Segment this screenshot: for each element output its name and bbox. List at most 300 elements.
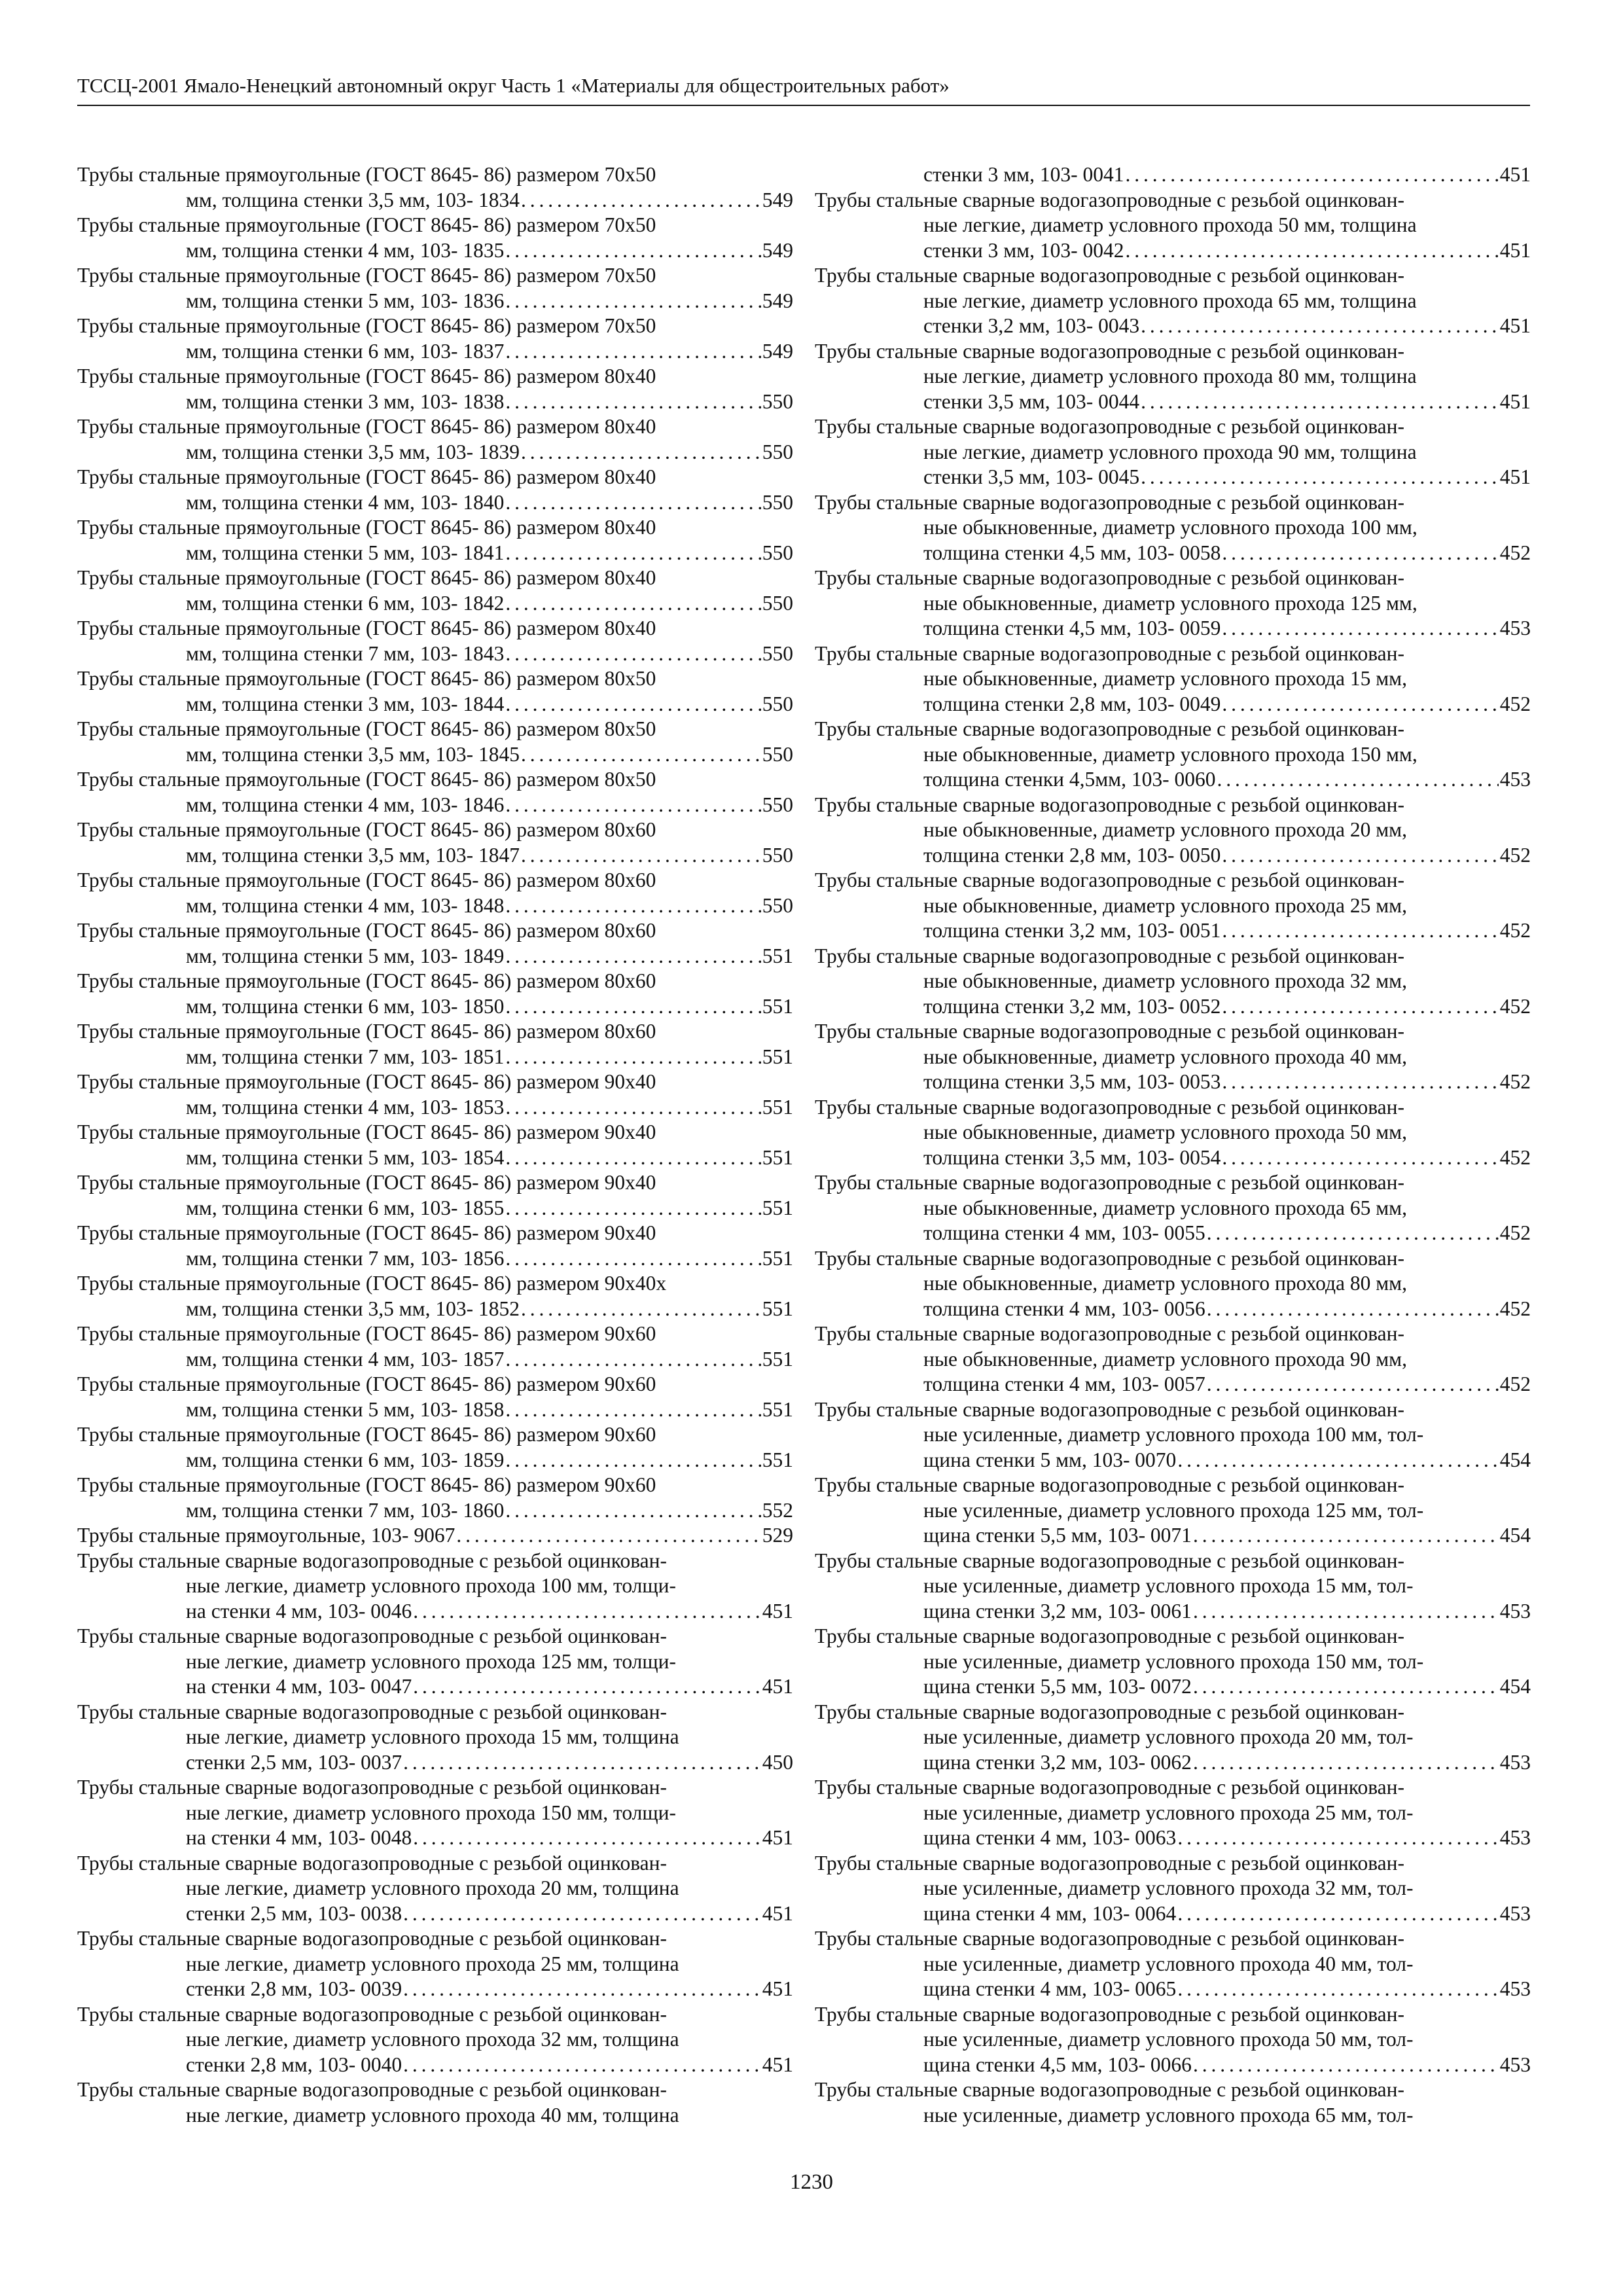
- entry-page-ref: 550: [762, 541, 793, 564]
- entry-first-line: Трубы стальные сварные водогазопроводные с резьбой оцинкован-: [815, 1927, 1404, 1950]
- entry-leader-line: [77, 1045, 793, 1070]
- entry-first-line: Трубы стальные прямоугольные (ГОСТ 8645- 86) размером 80x40: [77, 465, 656, 488]
- entry-continuation-line: ные легкие, диаметр условного прохода 100 мм, толщи-: [186, 1574, 676, 1597]
- dot-leader: [505, 1045, 760, 1070]
- entry-text: стенки 2,5 мм, 103- 0037: [186, 1750, 402, 1774]
- entry-continuation-line: ные обыкновенные, диаметр условного прохода 65 мм,: [923, 1196, 1407, 1219]
- index-entry: [77, 1523, 793, 1549]
- dot-leader: [505, 994, 760, 1020]
- entry-text: стенки 2,5 мм, 103- 0038: [186, 1901, 402, 1925]
- index-entry: [815, 490, 1531, 566]
- entry-text: толщина стенки 3,2 мм, 103- 0052: [923, 994, 1221, 1018]
- entry-continuation-line: ные обыкновенные, диаметр условного прохода 100 мм,: [923, 516, 1418, 539]
- entry-continuation-line: ные легкие, диаметр условного прохода 90 мм, толщина: [923, 440, 1417, 463]
- entry-page-ref: 450: [762, 1750, 793, 1774]
- index-entry: [77, 515, 793, 565]
- index-entry: [815, 1851, 1531, 1927]
- index-entry: [77, 868, 793, 918]
- dot-leader: [1222, 843, 1498, 869]
- entry-text: мм, толщина стенки 4 мм, 103- 1840: [186, 490, 505, 514]
- entry-page-ref: 451: [762, 1826, 793, 1849]
- dot-leader: [521, 843, 761, 869]
- entry-text: щина стенки 4 мм, 103- 0064: [923, 1901, 1177, 1925]
- index-entry: [815, 1549, 1531, 1624]
- entry-leader-line: [815, 1750, 1531, 1776]
- entry-continuation-line: ные усиленные, диаметр условного прохода 125 мм, тол-: [923, 1498, 1424, 1522]
- entry-first-line: Трубы стальные сварные водогазопроводные с резьбой оцинкован-: [815, 793, 1404, 816]
- entry-text: стенки 2,8 мм, 103- 0040: [186, 2053, 402, 2076]
- dot-leader: [505, 641, 760, 667]
- entry-continuation-line: ные легкие, диаметр условного прохода 65 мм, толщина: [923, 289, 1417, 312]
- entry-leader-line: [77, 1196, 793, 1221]
- index-entry: [815, 868, 1531, 944]
- dot-leader: [1193, 1674, 1499, 1700]
- index-entry: [77, 364, 793, 414]
- entry-page-ref: 550: [762, 591, 793, 615]
- dot-leader: [413, 1825, 761, 1851]
- entry-leader-line: [815, 238, 1531, 264]
- entry-first-line: Трубы стальные сварные водогазопроводные с резьбой оцинкован-: [77, 1927, 667, 1950]
- index-entry: [815, 641, 1531, 717]
- entry-leader-line: [77, 339, 793, 365]
- index-entry: [77, 1775, 793, 1851]
- entry-page-ref: 453: [1499, 617, 1531, 639]
- entry-leader-line: [77, 1523, 793, 1549]
- entry-page-ref: 529: [762, 1524, 793, 1547]
- entry-continuation-line: ные обыкновенные, диаметр условного прохода 50 мм,: [923, 1121, 1407, 1143]
- entry-first-line: Трубы стальные сварные водогазопроводные с резьбой оцинкован-: [815, 1624, 1404, 1647]
- entry-first-line: Трубы стальные сварные водогазопроводные с резьбой оцинкован-: [77, 2078, 667, 2101]
- entry-text: мм, толщина стенки 4 мм, 103- 1835: [186, 238, 505, 262]
- index-entry: [77, 1170, 793, 1221]
- entry-text: толщина стенки 4 мм, 103- 0056: [923, 1297, 1205, 1320]
- entry-page-ref: 454: [1499, 1448, 1531, 1471]
- index-entry: [77, 1120, 793, 1170]
- dot-leader: [1177, 1977, 1498, 2002]
- entry-page-ref: 451: [762, 2053, 793, 2076]
- entry-first-line: Трубы стальные прямоугольные (ГОСТ 8645- 86) размером 90x60: [77, 1473, 656, 1496]
- entry-leader-line: [815, 541, 1531, 566]
- entry-leader-line: [77, 793, 793, 818]
- index-entry: [815, 1473, 1531, 1549]
- index-entry: [815, 793, 1531, 869]
- entry-text: мм, толщина стенки 6 мм, 103- 1850: [186, 994, 505, 1018]
- entry-page-ref: 451: [762, 1901, 793, 1925]
- entry-page-ref: 452: [1499, 1372, 1531, 1395]
- entry-page-ref: 453: [1499, 768, 1531, 791]
- dot-leader: [1207, 1372, 1499, 1397]
- dot-leader: [505, 1145, 760, 1171]
- dot-leader: [505, 339, 760, 365]
- entry-text: толщина стенки 4 мм, 103- 0057: [923, 1372, 1205, 1395]
- entry-text: на стенки 4 мм, 103- 0047: [186, 1675, 412, 1698]
- dot-leader: [505, 1448, 760, 1473]
- entry-continuation-line: ные усиленные, диаметр условного прохода 40 мм, тол-: [923, 1952, 1414, 1975]
- entry-text: толщина стенки 3,5 мм, 103- 0053: [923, 1070, 1221, 1093]
- entry-text: мм, толщина стенки 3 мм, 103- 1844: [186, 692, 505, 715]
- index-entry: [77, 616, 793, 666]
- header-divider: [77, 105, 1530, 106]
- dot-leader: [1222, 1145, 1498, 1171]
- entry-page-ref: 453: [1499, 2053, 1531, 2076]
- entry-first-line: Трубы стальные прямоугольные (ГОСТ 8645- 86) размером 70x50: [77, 314, 656, 337]
- entry-first-line: Трубы стальные прямоугольные (ГОСТ 8645- 86) размером 90x40x: [77, 1272, 667, 1295]
- entry-leader-line: [77, 1825, 793, 1851]
- entry-page-ref: 451: [1499, 389, 1531, 413]
- entry-first-line: Трубы стальные прямоугольные (ГОСТ 8645- 86) размером 70x50: [77, 163, 656, 186]
- entry-leader-line: [77, 389, 793, 415]
- entry-page-ref: 550: [762, 440, 793, 463]
- entry-leader-line: [77, 490, 793, 516]
- index-entry: [77, 1321, 793, 1372]
- index-entry: [77, 1422, 793, 1473]
- entry-continuation-line: ные обыкновенные, диаметр условного прохода 20 мм,: [923, 818, 1407, 841]
- entry-text: Трубы стальные прямоугольные, 103- 9067: [77, 1524, 455, 1547]
- index-entry: [77, 1700, 793, 1776]
- entry-continuation-line: ные легкие, диаметр условного прохода 15 мм, толщина: [186, 1725, 679, 1748]
- entry-first-line: Трубы стальные сварные водогазопроводные с резьбой оцинкован-: [815, 1549, 1404, 1572]
- index-entry: [815, 414, 1531, 490]
- entry-first-line: Трубы стальные сварные водогазопроводные с резьбой оцинкован-: [815, 944, 1404, 967]
- entry-first-line: Трубы стальные прямоугольные (ГОСТ 8645- 86) размером 80x50: [77, 768, 656, 791]
- dot-leader: [521, 1297, 761, 1322]
- entry-page-ref: 451: [1499, 465, 1531, 488]
- entry-text: стенки 2,8 мм, 103- 0039: [186, 1977, 402, 2000]
- entry-text: мм, толщина стенки 7 мм, 103- 1851: [186, 1045, 505, 1068]
- entry-page-ref: 552: [762, 1498, 793, 1522]
- entry-leader-line: [77, 944, 793, 969]
- entry-leader-line: [77, 1901, 793, 1927]
- entry-first-line: Трубы стальные сварные водогазопроводные с резьбой оцинкован-: [815, 490, 1404, 514]
- entry-text: щина стенки 3,2 мм, 103- 0062: [923, 1750, 1192, 1774]
- index-entry: [815, 717, 1531, 793]
- entry-page-ref: 451: [762, 1599, 793, 1623]
- dot-leader: [505, 389, 760, 415]
- entry-text: мм, толщина стенки 5 мм, 103- 1858: [186, 1397, 505, 1421]
- entry-text: толщина стенки 4 мм, 103- 0055: [923, 1221, 1205, 1244]
- entry-page-ref: 550: [762, 389, 793, 413]
- entry-text: толщина стенки 2,8 мм, 103- 0049: [923, 692, 1221, 715]
- entry-leader-line: [815, 1523, 1531, 1549]
- dot-leader: [1222, 692, 1498, 717]
- dot-leader: [1193, 1750, 1499, 1776]
- dot-leader: [1217, 767, 1498, 793]
- entry-page-ref: 451: [1499, 314, 1531, 337]
- index-entry: [815, 2077, 1531, 2128]
- entry-leader-line: [815, 616, 1531, 641]
- dot-leader: [1207, 1221, 1499, 1246]
- entry-page-ref: 551: [762, 1045, 793, 1068]
- entry-page-ref: 549: [762, 188, 793, 211]
- entry-text: толщина стенки 3,2 мм, 103- 0051: [923, 919, 1221, 942]
- entry-continuation-line: ные обыкновенные, диаметр условного прохода 40 мм,: [923, 1045, 1407, 1068]
- entry-first-line: Трубы стальные прямоугольные (ГОСТ 8645- 86) размером 70x50: [77, 264, 656, 287]
- dot-leader: [505, 1397, 760, 1423]
- dot-leader: [403, 1750, 761, 1776]
- entry-leader-line: [815, 918, 1531, 944]
- entry-first-line: Трубы стальные сварные водогазопроводные с резьбой оцинкован-: [815, 1473, 1404, 1496]
- entry-page-ref: 551: [762, 1246, 793, 1270]
- entry-text: стенки 3,2 мм, 103- 0043: [923, 314, 1140, 337]
- entry-first-line: Трубы стальные прямоугольные (ГОСТ 8645- 86) размером 90x60: [77, 1322, 656, 1345]
- entry-page-ref: 550: [762, 641, 793, 665]
- dot-leader: [505, 1095, 760, 1121]
- entry-text: мм, толщина стенки 3 мм, 103- 1838: [186, 389, 505, 413]
- entry-text: стенки 3,5 мм, 103- 0044: [923, 389, 1140, 413]
- entry-continuation-line: ные усиленные, диаметр условного прохода 65 мм, тол-: [923, 2103, 1414, 2126]
- entry-first-line: Трубы стальные прямоугольные (ГОСТ 8645- 86) размером 80x60: [77, 1020, 656, 1043]
- dot-leader: [521, 742, 761, 768]
- entry-page-ref: 550: [762, 692, 793, 715]
- page-number: 1230: [790, 2170, 833, 2194]
- entry-page-ref: 549: [762, 289, 793, 312]
- dot-leader: [1177, 1448, 1498, 1473]
- entry-text: мм, толщина стенки 5 мм, 103- 1836: [186, 289, 505, 312]
- entry-text: мм, толщина стенки 5 мм, 103- 1849: [186, 944, 505, 967]
- entry-first-line: Трубы стальные прямоугольные (ГОСТ 8645- 86) размером 80x50: [77, 717, 656, 740]
- dot-leader: [403, 1977, 761, 2002]
- entry-continuation-line: ные усиленные, диаметр условного прохода 150 мм, тол-: [923, 1649, 1424, 1673]
- entry-leader-line: [815, 1448, 1531, 1473]
- entry-continuation-line: ные легкие, диаметр условного прохода 32 мм, толщина: [186, 2028, 679, 2051]
- entry-text: толщина стенки 3,5 мм, 103- 0054: [923, 1145, 1221, 1169]
- entry-leader-line: [77, 1977, 793, 2002]
- dot-leader: [1222, 994, 1498, 1020]
- entry-text: на стенки 4 мм, 103- 0048: [186, 1826, 412, 1849]
- entry-continuation-line: ные легкие, диаметр условного прохода 50 мм, толщина: [923, 213, 1417, 236]
- entry-text: мм, толщина стенки 6 мм, 103- 1842: [186, 591, 505, 615]
- entry-leader-line: [77, 1498, 793, 1524]
- entry-page-ref: 451: [1499, 238, 1531, 262]
- entry-leader-line: [77, 541, 793, 566]
- dot-leader: [1193, 2053, 1499, 2078]
- entry-text: стенки 3,5 мм, 103- 0045: [923, 465, 1140, 488]
- entry-leader-line: [77, 1397, 793, 1423]
- index-entry: [77, 1221, 793, 1271]
- index-entry: [815, 162, 1531, 188]
- entry-text: мм, толщина стенки 4 мм, 103- 1846: [186, 793, 505, 816]
- dot-leader: [1177, 1901, 1498, 1927]
- entry-continuation-line: ные легкие, диаметр условного прохода 25 мм, толщина: [186, 1952, 679, 1975]
- entry-first-line: Трубы стальные сварные водогазопроводные с резьбой оцинкован-: [815, 2078, 1404, 2101]
- entry-leader-line: [77, 1297, 793, 1322]
- entry-first-line: Трубы стальные сварные водогазопроводные с резьбой оцинкован-: [815, 1095, 1404, 1119]
- dot-leader: [505, 1196, 760, 1221]
- entry-text: щина стенки 5 мм, 103- 0070: [923, 1448, 1177, 1471]
- entry-leader-line: [77, 692, 793, 717]
- entry-text: мм, толщина стенки 7 мм, 103- 1856: [186, 1246, 505, 1270]
- entry-leader-line: [77, 591, 793, 617]
- index-entry: [77, 213, 793, 263]
- entry-first-line: Трубы стальные сварные водогазопроводные с резьбой оцинкован-: [815, 1171, 1404, 1194]
- index-entry: [77, 162, 793, 213]
- dot-leader: [505, 289, 760, 314]
- entry-continuation-line: ные усиленные, диаметр условного прохода 32 мм, тол-: [923, 1876, 1414, 1899]
- entry-first-line: Трубы стальные сварные водогазопроводные с резьбой оцинкован-: [815, 2002, 1404, 2026]
- entry-leader-line: [77, 1674, 793, 1700]
- entry-first-line: Трубы стальные сварные водогазопроводные с резьбой оцинкован-: [815, 415, 1404, 438]
- entry-leader-line: [815, 994, 1531, 1020]
- index-entry: [815, 1775, 1531, 1851]
- dot-leader: [505, 1347, 760, 1372]
- entry-page-ref: 454: [1499, 1524, 1531, 1547]
- entry-first-line: Трубы стальные прямоугольные (ГОСТ 8645- 86) размером 90x60: [77, 1423, 656, 1446]
- entry-leader-line: [815, 162, 1531, 188]
- index-entry: [77, 1851, 793, 1927]
- entry-text: мм, толщина стенки 3,5 мм, 103- 1834: [186, 188, 520, 211]
- entry-first-line: Трубы стальные сварные водогазопроводные с резьбой оцинкован-: [815, 1851, 1404, 1874]
- entry-first-line: Трубы стальные прямоугольные (ГОСТ 8645- 86) размером 80x60: [77, 919, 656, 942]
- index-entry: [815, 2002, 1531, 2078]
- entry-continuation-line: ные легкие, диаметр условного прохода 150 мм, толщи-: [186, 1801, 676, 1824]
- entry-first-line: Трубы стальные прямоугольные (ГОСТ 8645- 86) размером 80x40: [77, 415, 656, 438]
- entry-page-ref: 453: [1499, 1750, 1531, 1774]
- entry-text: толщина стенки 4,5 мм, 103- 0059: [923, 617, 1221, 639]
- entry-page-ref: 549: [762, 238, 793, 262]
- entry-first-line: Трубы стальные прямоугольные (ГОСТ 8645- 86) размером 90x60: [77, 1372, 656, 1395]
- running-header: ТССЦ-2001 Ямало-Ненецкий автономный округ Часть 1 «Материалы для общестроительных работ»: [77, 74, 950, 97]
- entry-text: мм, толщина стенки 4 мм, 103- 1848: [186, 893, 505, 917]
- entry-page-ref: 451: [762, 1977, 793, 2000]
- index-entry: [815, 1019, 1531, 1095]
- entry-continuation-line: ные легкие, диаметр условного прохода 40 мм, толщина: [186, 2103, 679, 2126]
- entry-page-ref: 550: [762, 893, 793, 917]
- entry-continuation-line: ные обыкновенные, диаметр условного прохода 90 мм,: [923, 1347, 1407, 1371]
- index-entry: [815, 188, 1531, 264]
- entry-continuation-line: ные усиленные, диаметр условного прохода 50 мм, тол-: [923, 2028, 1414, 2051]
- entry-leader-line: [815, 2053, 1531, 2078]
- entry-first-line: Трубы стальные прямоугольные (ГОСТ 8645- 86) размером 80x40: [77, 566, 656, 589]
- entry-leader-line: [77, 1145, 793, 1171]
- entry-page-ref: 451: [1499, 163, 1531, 186]
- entry-page-ref: 452: [1499, 1221, 1531, 1244]
- entry-continuation-line: ные легкие, диаметр условного прохода 20 мм, толщина: [186, 1876, 679, 1899]
- entry-leader-line: [77, 641, 793, 667]
- index-entry: [815, 1624, 1531, 1700]
- entry-first-line: Трубы стальные сварные водогазопроводные с резьбой оцинкован-: [815, 339, 1404, 363]
- dot-leader: [505, 238, 760, 264]
- entry-page-ref: 452: [1499, 1070, 1531, 1093]
- entry-continuation-line: ные усиленные, диаметр условного прохода 100 мм, тол-: [923, 1423, 1424, 1446]
- index-entry: [77, 1271, 793, 1321]
- entry-page-ref: 551: [762, 1196, 793, 1219]
- entry-first-line: Трубы стальные прямоугольные (ГОСТ 8645- 86) размером 80x60: [77, 969, 656, 992]
- entry-leader-line: [77, 1750, 793, 1776]
- entry-page-ref: 550: [762, 742, 793, 766]
- entry-page-ref: 551: [762, 1397, 793, 1421]
- entry-first-line: Трубы стальные сварные водогазопроводные с резьбой оцинкован-: [815, 1700, 1404, 1723]
- entry-page-ref: 452: [1499, 919, 1531, 942]
- entry-first-line: Трубы стальные сварные водогазопроводные с резьбой оцинкован-: [77, 1776, 667, 1799]
- entry-page-ref: 551: [762, 1095, 793, 1119]
- index-entry: [77, 414, 793, 465]
- index-entry: [77, 918, 793, 969]
- entry-first-line: Трубы стальные сварные водогазопроводные с резьбой оцинкован-: [77, 1700, 667, 1723]
- entry-page-ref: 451: [762, 1675, 793, 1698]
- entry-first-line: Трубы стальные сварные водогазопроводные с резьбой оцинкован-: [815, 717, 1404, 740]
- index-entry: [77, 2077, 793, 2128]
- index-entry: [815, 565, 1531, 641]
- entry-leader-line: [815, 389, 1531, 415]
- entry-leader-line: [815, 1901, 1531, 1927]
- dot-leader: [1222, 541, 1498, 566]
- entry-first-line: Трубы стальные прямоугольные (ГОСТ 8645- 86) размером 90x40: [77, 1070, 656, 1093]
- entry-leader-line: [815, 767, 1531, 793]
- index-entry: [77, 465, 793, 515]
- dot-leader: [1141, 314, 1499, 339]
- entry-page-ref: 454: [1499, 1675, 1531, 1698]
- entry-text: мм, толщина стенки 5 мм, 103- 1854: [186, 1145, 505, 1169]
- entry-leader-line: [815, 1221, 1531, 1246]
- index-entry: [77, 314, 793, 364]
- entry-first-line: Трубы стальные прямоугольные (ГОСТ 8645- 86) размером 80x40: [77, 365, 656, 387]
- entry-first-line: Трубы стальные сварные водогазопроводные с резьбой оцинкован-: [77, 1624, 667, 1647]
- entry-page-ref: 452: [1499, 1297, 1531, 1320]
- entry-first-line: Трубы стальные прямоугольные (ГОСТ 8645- 86) размером 80x40: [77, 617, 656, 639]
- index-entry: [815, 1170, 1531, 1246]
- entry-first-line: Трубы стальные прямоугольные (ГОСТ 8645- 86) размером 80x60: [77, 818, 656, 841]
- entry-text: мм, толщина стенки 4 мм, 103- 1853: [186, 1095, 505, 1119]
- entry-leader-line: [815, 1599, 1531, 1624]
- index-entry: [77, 767, 793, 817]
- dot-leader: [1141, 389, 1499, 415]
- index-entry: [77, 1624, 793, 1700]
- index-entry: [77, 2002, 793, 2078]
- dot-leader: [505, 793, 760, 818]
- dot-leader: [505, 541, 760, 566]
- dot-leader: [1193, 1599, 1499, 1624]
- entry-first-line: Трубы стальные сварные водогазопроводные с резьбой оцинкован-: [77, 1851, 667, 1874]
- entry-page-ref: 452: [1499, 994, 1531, 1018]
- entry-continuation-line: ные обыкновенные, диаметр условного прохода 80 мм,: [923, 1272, 1407, 1295]
- entry-leader-line: [815, 314, 1531, 339]
- index-entry: [815, 339, 1531, 415]
- entry-text: мм, толщина стенки 3,5 мм, 103- 1852: [186, 1297, 520, 1320]
- dot-leader: [403, 2053, 761, 2078]
- index-column-right: [815, 162, 1531, 2128]
- entry-page-ref: 452: [1499, 843, 1531, 867]
- entry-leader-line: [77, 742, 793, 768]
- index-entry: [77, 969, 793, 1019]
- dot-leader: [1141, 465, 1499, 490]
- entry-leader-line: [77, 1246, 793, 1272]
- dot-leader: [456, 1523, 760, 1549]
- index-entry: [77, 1926, 793, 2002]
- dot-leader: [505, 692, 760, 717]
- entry-first-line: Трубы стальные сварные водогазопроводные с резьбой оцинкован-: [815, 641, 1404, 665]
- entry-text: мм, толщина стенки 7 мм, 103- 1860: [186, 1498, 505, 1522]
- entry-leader-line: [77, 2053, 793, 2078]
- entry-leader-line: [77, 1448, 793, 1473]
- dot-leader: [1222, 918, 1498, 944]
- entry-text: толщина стенки 2,8 мм, 103- 0050: [923, 843, 1221, 867]
- entry-text: щина стенки 4 мм, 103- 0065: [923, 1977, 1177, 2000]
- index-entry: [77, 1549, 793, 1624]
- entry-leader-line: [77, 440, 793, 465]
- entry-leader-line: [815, 1674, 1531, 1700]
- entry-text: мм, толщина стенки 3,5 мм, 103- 1839: [186, 440, 520, 463]
- entry-continuation-line: ные легкие, диаметр условного прохода 125 мм, толщи-: [186, 1649, 676, 1673]
- entry-continuation-line: ные легкие, диаметр условного прохода 80 мм, толщина: [923, 365, 1417, 387]
- entry-first-line: Трубы стальные сварные водогазопроводные с резьбой оцинкован-: [815, 188, 1404, 211]
- entry-text: щина стенки 4 мм, 103- 0063: [923, 1826, 1177, 1849]
- dot-leader: [1193, 1523, 1499, 1549]
- index-column-left: [77, 162, 793, 2128]
- index-entry: [77, 565, 793, 616]
- entry-continuation-line: ные обыкновенные, диаметр условного прохода 125 мм,: [923, 591, 1418, 615]
- entry-leader-line: [815, 1977, 1531, 2002]
- entry-text: стенки 3 мм, 103- 0042: [923, 238, 1124, 262]
